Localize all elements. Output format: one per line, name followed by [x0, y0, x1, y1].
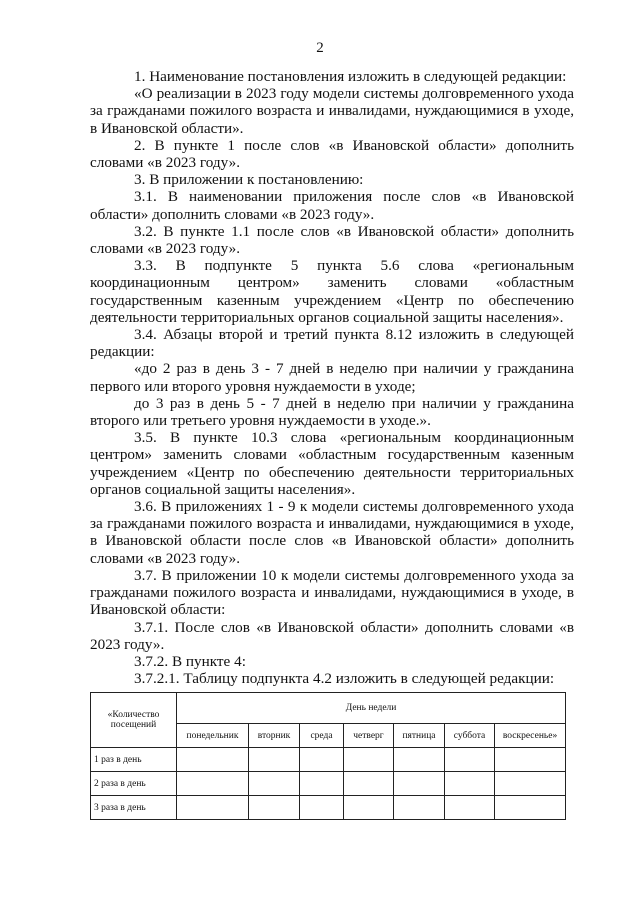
day-header: суббота	[445, 724, 495, 748]
table-cell	[249, 796, 300, 820]
paragraph: 3.2. В пункте 1.1 после слов «в Ивановской области» дополнить словами «в 2023 году».	[90, 222, 574, 258]
paragraph: 2. В пункте 1 после слов «в Ивановской области» дополнить словами «в 2023 году».	[90, 136, 574, 172]
table-cell	[495, 796, 566, 820]
paragraph: 3.6. В приложениях 1 - 9 к модели системы долговременного ухода за гражданами пожилого возраста и инвалидами, нуждающимися в уходе, в Ивановской области после слов «в Ивановской области» дополнить словами «в 2023 году».	[90, 498, 574, 567]
table-cell	[394, 748, 445, 772]
paragraph: 3.4. Абзацы второй и третий пункта 8.12 изложить в следующей редакции:	[90, 326, 574, 361]
table-group-header: День недели	[177, 693, 566, 724]
table-cell	[445, 748, 495, 772]
day-header: вторник	[249, 724, 300, 748]
table-cell	[344, 748, 394, 772]
paragraph: 3.7. В приложении 10 к модели системы долговременного ухода за гражданами пожилого возраста и инвалидами, нуждающимися в уходе, в Ивановской области:	[90, 566, 574, 619]
page-number: 2	[316, 40, 324, 56]
table-cell	[300, 796, 344, 820]
table-cell	[344, 772, 394, 796]
paragraph: «О реализации в 2023 году модели системы долговременного ухода за гражданами пожилого возраста и инвалидами, нуждающимися в уходе, в Ивановской области».	[90, 85, 574, 137]
table-corner-header: «Количество посещений	[91, 693, 177, 748]
table-cell	[394, 796, 445, 820]
paragraph: 3.3. В подпункте 5 пункта 5.6 слова «региональным координационным центром» заменить словами «областным государственным казенным учреждением «Центр по обеспечению деятельности территориальных органов социальной защиты населения».	[90, 257, 574, 326]
table-row	[91, 796, 566, 820]
table-cell	[344, 796, 394, 820]
paragraph: «до 2 раз в день 3 - 7 дней в неделю при наличии у гражданина первого или второго уровня нуждаемости в уходе;	[90, 360, 574, 395]
row-label: 3 раза в день	[91, 796, 177, 820]
table-cell	[445, 772, 495, 796]
document-body	[90, 68, 574, 687]
table-cell	[177, 748, 249, 772]
table-cell	[177, 796, 249, 820]
paragraph: 3.1. В наименовании приложения после слов «в Ивановской области» дополнить словами «в 2023 году».	[90, 188, 574, 223]
paragraph: 3.7.2. В пункте 4:	[134, 652, 246, 670]
paragraph: 3.7.1. После слов «в Ивановской области» дополнить словами «в 2023 году».	[90, 618, 574, 653]
row-label: 1 раз в день	[91, 748, 177, 772]
day-header: понедельник	[177, 724, 249, 748]
visits-table	[90, 692, 566, 820]
table-row	[91, 748, 566, 772]
day-header: воскресенье»	[495, 724, 566, 748]
paragraph: до 3 раз в день 5 - 7 дней в неделю при наличии у гражданина второго или третьего уровня нуждаемости в уходе.».	[90, 394, 574, 430]
paragraph: 1. Наименование постановления изложить в следующей редакции:	[134, 68, 567, 85]
table-cell	[300, 748, 344, 772]
table-cell	[249, 748, 300, 772]
table-cell	[495, 772, 566, 796]
table-row	[91, 772, 566, 796]
table-cell	[249, 772, 300, 796]
table-cell	[445, 796, 495, 820]
day-header: четверг	[344, 724, 394, 748]
table-cell	[394, 772, 445, 796]
paragraph: 3.5. В пункте 10.3 слова «региональным координационным центром» заменить словами «областным государственным казенным учреждением «Центр по обеспечению деятельности территориальных органов социальной защиты населения».	[90, 429, 574, 498]
table-cell	[495, 748, 566, 772]
row-label: 2 раза в день	[91, 772, 177, 796]
table-cell	[177, 772, 249, 796]
day-header: среда	[300, 724, 344, 748]
paragraph: 3.7.2.1. Таблицу подпункта 4.2 изложить в следующей редакции:	[134, 670, 555, 688]
day-header: пятница	[394, 724, 445, 748]
table-cell	[300, 772, 344, 796]
paragraph: 3. В приложении к постановлению:	[134, 171, 364, 189]
